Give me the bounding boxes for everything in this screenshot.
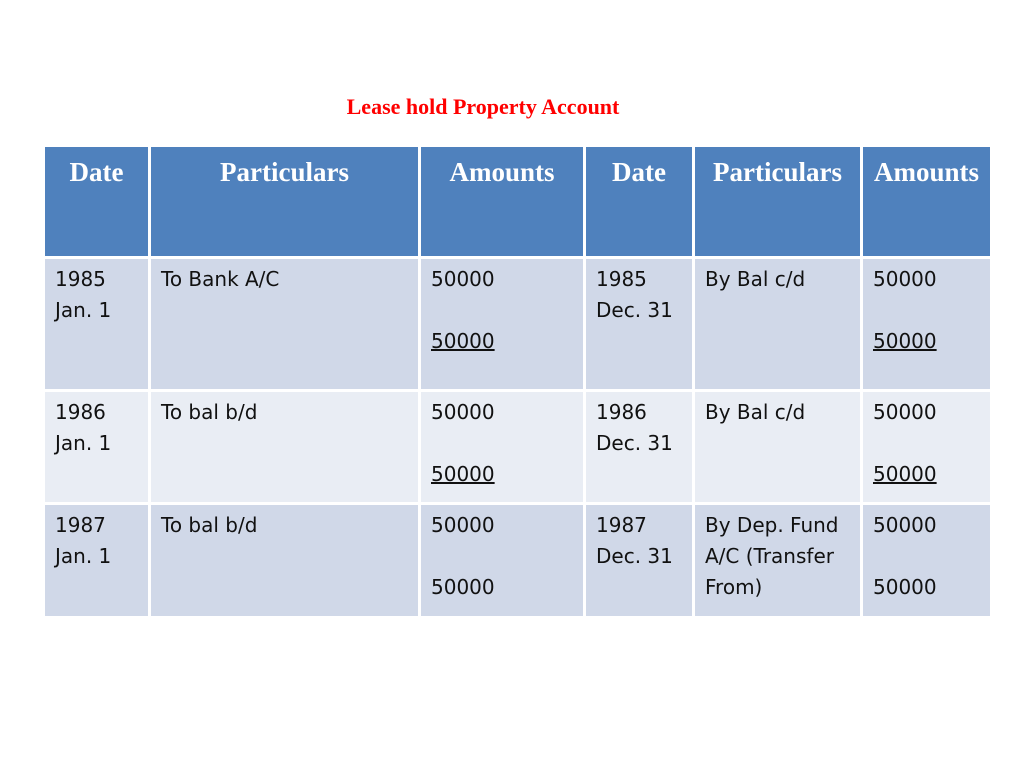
credit-amount-cell (862, 391, 992, 504)
debit-particulars-cell (150, 504, 420, 618)
amount-total: 50000 (873, 462, 937, 486)
debit-amount-cell (420, 504, 585, 618)
debit-date-cell (44, 504, 150, 618)
date-year: 1986 (596, 400, 647, 424)
header-amounts-credit: Amounts (862, 146, 992, 258)
date-day: Dec. 31 (596, 431, 673, 455)
date-day: Jan. 1 (55, 298, 112, 322)
debit-amount-cell (420, 391, 585, 504)
table-row (44, 258, 992, 391)
amount-total: 50000 (431, 462, 495, 486)
header-date-credit: Date (585, 146, 694, 258)
date-day: Dec. 31 (596, 544, 673, 568)
credit-particulars-cell (694, 258, 862, 391)
date-year: 1985 (596, 267, 647, 291)
credit-particulars-cell (694, 504, 862, 618)
particulars-text: By Dep. Fund (705, 513, 839, 537)
particulars-text: To bal b/d (161, 513, 258, 537)
header-particulars-debit: Particulars (150, 146, 420, 258)
credit-particulars-cell (694, 391, 862, 504)
ledger-table (42, 144, 993, 619)
amount-value: 50000 (873, 267, 937, 291)
debit-date-cell (44, 258, 150, 391)
table-row (44, 391, 992, 504)
amount-value: 50000 (431, 513, 495, 537)
amount-value: 50000 (431, 400, 495, 424)
particulars-text: To bal b/d (161, 400, 258, 424)
date-year: 1987 (596, 513, 647, 537)
amount-total: 50000 (431, 575, 495, 599)
date-year: 1985 (55, 267, 106, 291)
amount-total: 50000 (873, 329, 937, 353)
amount-value: 50000 (873, 400, 937, 424)
debit-amount-cell (420, 258, 585, 391)
table-header-row (44, 146, 992, 258)
particulars-text: A/C (Transfer (705, 544, 834, 568)
amount-total: 50000 (431, 329, 495, 353)
particulars-text: From) (705, 575, 763, 599)
particulars-text: To Bank A/C (161, 267, 280, 291)
table-row (44, 504, 992, 618)
header-date-debit: Date (44, 146, 150, 258)
date-year: 1987 (55, 513, 106, 537)
date-year: 1986 (55, 400, 106, 424)
credit-date-cell (585, 391, 694, 504)
header-particulars-credit: Particulars (694, 146, 862, 258)
date-day: Jan. 1 (55, 544, 112, 568)
date-day: Dec. 31 (596, 298, 673, 322)
credit-date-cell (585, 504, 694, 618)
amount-value: 50000 (431, 267, 495, 291)
header-amounts-debit: Amounts (420, 146, 585, 258)
page-title: Lease hold Property Account (346, 94, 620, 119)
particulars-text: By Bal c/d (705, 267, 806, 291)
debit-particulars-cell (150, 391, 420, 504)
amount-value: 50000 (873, 513, 937, 537)
particulars-text: By Bal c/d (705, 400, 806, 424)
amount-total: 50000 (873, 575, 937, 599)
date-day: Jan. 1 (55, 431, 112, 455)
credit-date-cell (585, 258, 694, 391)
credit-amount-cell (862, 504, 992, 618)
debit-particulars-cell (150, 258, 420, 391)
credit-amount-cell (862, 258, 992, 391)
debit-date-cell (44, 391, 150, 504)
